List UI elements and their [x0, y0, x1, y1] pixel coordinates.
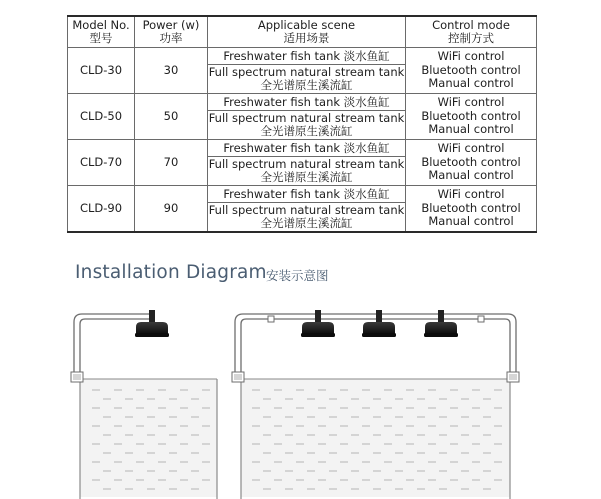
header-power-en: Power (w)	[142, 18, 200, 32]
scene-freshwater: Freshwater fish tank 淡水鱼缸	[208, 94, 406, 111]
control-wifi: WiFi control	[437, 141, 505, 156]
scene-full-spectrum-en: Full spectrum natural stream tank	[208, 157, 405, 171]
scene-full-spectrum-en: Full spectrum natural stream tank	[208, 111, 405, 125]
scene-full-spectrum-zh: 全光谱原生溪流缸	[260, 78, 353, 92]
scene-full-spectrum-zh: 全光谱原生溪流缸	[260, 170, 353, 184]
control-manual: Manual control	[428, 76, 514, 91]
table-row	[68, 140, 537, 157]
installation-diagram	[0, 300, 601, 499]
model-cell: CLD-70	[68, 140, 135, 186]
header-model-en: Model No.	[72, 18, 130, 32]
header-model	[68, 16, 135, 48]
control-wifi: WiFi control	[437, 49, 505, 64]
header-scene-en: Applicable scene	[257, 18, 356, 32]
scene-full-spectrum	[208, 65, 406, 94]
table-row	[68, 48, 537, 65]
scene-full-spectrum-en: Full spectrum natural stream tank	[208, 65, 405, 79]
control-wifi: WiFi control	[437, 187, 505, 202]
table-header-row	[68, 16, 537, 48]
control-manual: Manual control	[428, 214, 514, 229]
control-wifi: WiFi control	[437, 95, 505, 110]
table-row	[68, 94, 537, 111]
header-power-zh: 功率	[159, 31, 183, 45]
control-cell	[406, 186, 537, 233]
scene-full-spectrum-en: Full spectrum natural stream tank	[208, 203, 405, 217]
header-scene	[208, 16, 406, 48]
large-tank-water	[241, 379, 510, 497]
large-tank-setup	[232, 310, 519, 499]
model-cell: CLD-50	[68, 94, 135, 140]
scene-full-spectrum	[208, 203, 406, 233]
model-cell: CLD-90	[68, 186, 135, 233]
header-control	[406, 16, 537, 48]
control-bluetooth: Bluetooth control	[421, 200, 521, 215]
scene-freshwater: Freshwater fish tank 淡水鱼缸	[208, 186, 406, 203]
spec-table	[67, 15, 537, 233]
control-manual: Manual control	[428, 122, 514, 137]
control-cell	[406, 48, 537, 94]
header-control-zh: 控制方式	[448, 31, 494, 45]
scene-full-spectrum-zh: 全光谱原生溪流缸	[260, 216, 353, 230]
table-row	[68, 186, 537, 203]
header-power	[135, 16, 208, 48]
scene-full-spectrum-zh: 全光谱原生溪流缸	[260, 124, 353, 138]
model-cell: CLD-30	[68, 48, 135, 94]
control-cell	[406, 140, 537, 186]
power-cell: 70	[135, 140, 208, 186]
scene-full-spectrum	[208, 157, 406, 186]
scene-freshwater: Freshwater fish tank 淡水鱼缸	[208, 48, 406, 65]
power-cell: 30	[135, 48, 208, 94]
control-bluetooth: Bluetooth control	[421, 154, 521, 169]
control-bluetooth: Bluetooth control	[421, 62, 521, 77]
small-tank-setup	[71, 310, 217, 499]
control-cell	[406, 94, 537, 140]
header-scene-zh: 适用场景	[283, 31, 330, 45]
header-model-zh: 型号	[89, 31, 113, 45]
installation-title-zh: 安装示意图	[266, 268, 329, 283]
scene-freshwater: Freshwater fish tank 淡水鱼缸	[208, 140, 406, 157]
scene-full-spectrum	[208, 111, 406, 140]
power-cell: 50	[135, 94, 208, 140]
small-tank-water	[80, 379, 217, 497]
control-bluetooth: Bluetooth control	[421, 108, 521, 123]
control-manual: Manual control	[428, 168, 514, 183]
installation-title: Installation Diagram	[75, 262, 267, 283]
power-cell: 90	[135, 186, 208, 233]
header-control-en: Control mode	[432, 18, 510, 32]
